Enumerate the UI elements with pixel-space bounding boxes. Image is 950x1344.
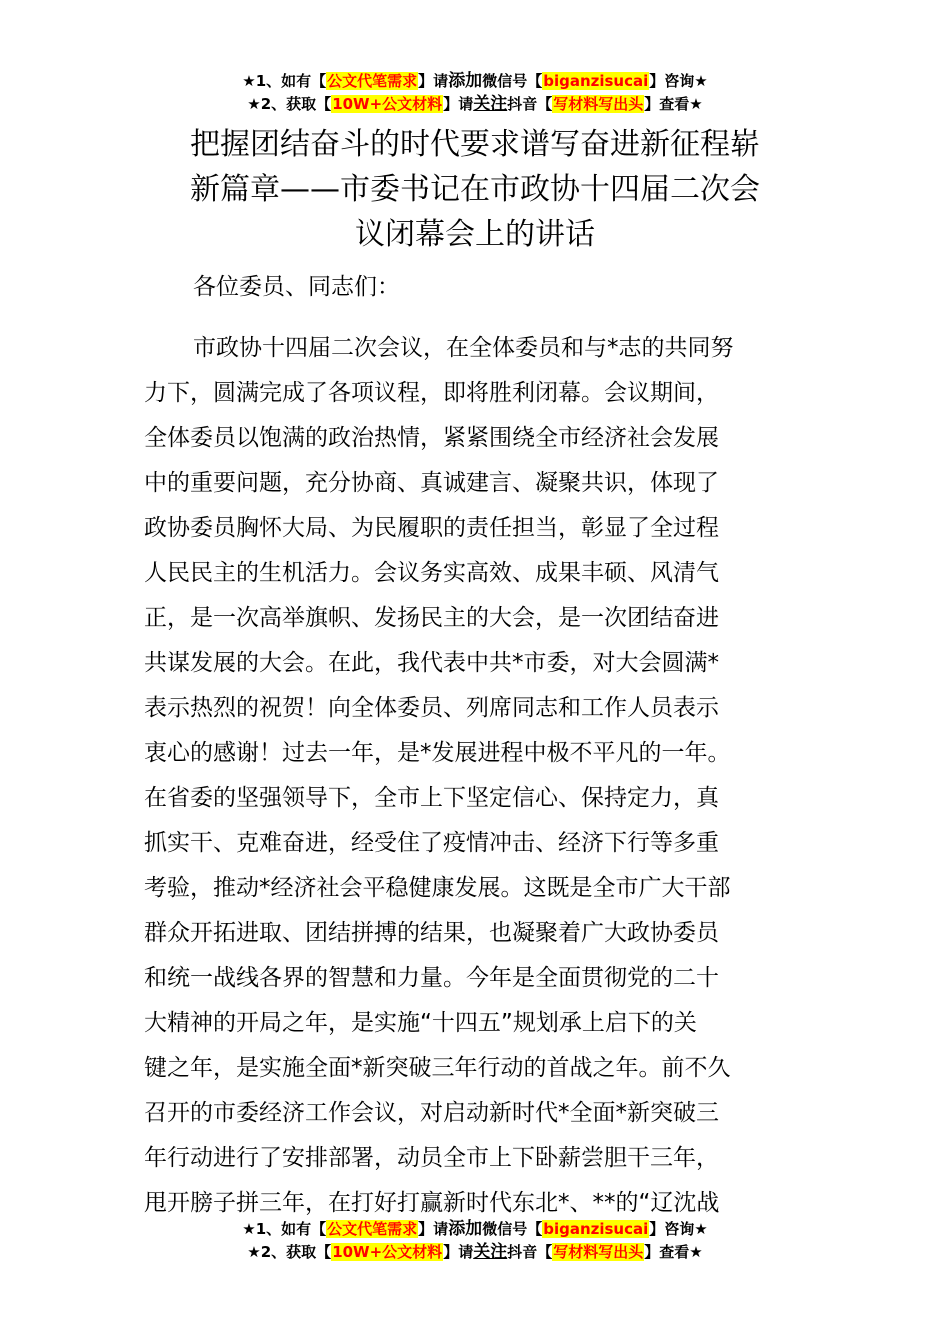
body-line: 大精神的开局之年，是实施“十四五”规划承上启下的关 bbox=[144, 1010, 697, 1036]
body-line: 力下，圆满完成了各项议程，即将胜利闭幕。会议期间， bbox=[144, 380, 719, 406]
body-line: 年行动进行了安排部署，动员全市上下卧薪尝胆干三年， bbox=[144, 1145, 719, 1171]
document-title bbox=[140, 122, 810, 257]
banner-text: ★2、获取【 bbox=[247, 95, 332, 113]
body-line: 共谋发展的大会。在此，我代表中共*市委，对大会圆满* bbox=[144, 650, 719, 676]
banner-line-1 bbox=[0, 70, 950, 93]
body-line: 键之年，是实施全面*新突破三年行动的首战之年。前不久 bbox=[144, 1055, 731, 1081]
highlight-text: biganzisucai bbox=[543, 1220, 649, 1238]
body-line: 召开的市委经济工作会议，对启动新时代*全面*新突破三 bbox=[144, 1100, 719, 1126]
title-line: 新篇章——市委书记在市政协十四届二次会 bbox=[190, 172, 760, 207]
banner-text: 】咨询★ bbox=[649, 72, 708, 90]
banner-line-1 bbox=[0, 1218, 950, 1241]
body-line: 和统一战线各界的智慧和力量。今年是全面贯彻党的二十 bbox=[144, 965, 719, 991]
banner-text: ★1、如有【 bbox=[242, 1220, 327, 1238]
body-line: 群众开拓进取、团结拼搏的结果，也凝聚着广大政协委员 bbox=[144, 920, 719, 946]
body-line: 市政协十四届二次会议，在全体委员和与*志的共同努 bbox=[193, 335, 734, 361]
highlight-text: 公文代笔需求 bbox=[327, 1220, 418, 1238]
salutation: 各位委员、同志们： bbox=[193, 274, 400, 300]
title-line: 议闭幕会上的讲话 bbox=[355, 217, 595, 252]
banner-text: 微信号【 bbox=[482, 1220, 543, 1238]
banner-emphasis-text: 关注 bbox=[473, 1242, 508, 1262]
highlight-text: 10W+公文材料 bbox=[332, 95, 443, 113]
body-line: 正，是一次高举旗帜、发扬民主的大会，是一次团结奋进 bbox=[144, 605, 719, 631]
banner-text: 】请 bbox=[418, 72, 449, 90]
banner-text: 】查看★ bbox=[644, 95, 703, 113]
body-line: 人民民主的生机活力。会议务实高效、成果丰硕、风清气 bbox=[144, 560, 719, 586]
header-banner bbox=[0, 70, 950, 116]
body-line: 表示热烈的祝贺！向全体委员、列席同志和工作人员表示 bbox=[144, 695, 719, 721]
body-paragraph bbox=[144, 326, 809, 1226]
body-line: 全体委员以饱满的政治热情，紧紧围绕全市经济社会发展 bbox=[144, 425, 719, 451]
banner-text: 】咨询★ bbox=[649, 1220, 708, 1238]
highlight-text: 写材料写出头 bbox=[553, 95, 644, 113]
body-line: 政协委员胸怀大局、为民履职的责任担当，彰显了全过程 bbox=[144, 515, 719, 541]
highlight-text: 10W+公文材料 bbox=[332, 1243, 443, 1261]
banner-text: ★1、如有【 bbox=[242, 72, 327, 90]
banner-text: 】请 bbox=[418, 1220, 449, 1238]
title-line: 把握团结奋斗的时代要求谱写奋进新征程崭 bbox=[190, 127, 760, 162]
banner-emphasis-text: 添加 bbox=[448, 1219, 483, 1239]
banner-text: ★2、获取【 bbox=[247, 1243, 332, 1261]
body-line: 抓实干、克难奋进，经受住了疫情冲击、经济下行等多重 bbox=[144, 830, 719, 856]
highlight-text: 写材料写出头 bbox=[553, 1243, 644, 1261]
banner-text: 】查看★ bbox=[644, 1243, 703, 1261]
highlight-text: 公文代笔需求 bbox=[327, 72, 418, 90]
body-line: 在省委的坚强领导下，全市上下坚定信心、保持定力，真 bbox=[144, 785, 719, 811]
banner-emphasis-text: 添加 bbox=[448, 71, 483, 91]
banner-text: 抖音【 bbox=[507, 1243, 553, 1261]
banner-text: 抖音【 bbox=[507, 95, 553, 113]
body-line: 衷心的感谢！过去一年，是*发展进程中极不平凡的一年。 bbox=[144, 740, 731, 766]
banner-line-2 bbox=[0, 1241, 950, 1264]
body-line: 考验，推动*经济社会平稳健康发展。这既是全市广大干部 bbox=[144, 875, 731, 901]
banner-line-2 bbox=[0, 93, 950, 116]
body-line: 中的重要问题，充分协商、真诚建言、凝聚共识，体现了 bbox=[144, 470, 719, 496]
footer-banner bbox=[0, 1218, 950, 1264]
body-line: 甩开膀子拼三年，在打好打赢新时代东北*、**的“辽沈战 bbox=[144, 1190, 720, 1216]
banner-text: 微信号【 bbox=[482, 72, 543, 90]
highlight-text: biganzisucai bbox=[543, 72, 649, 90]
banner-text: 】请 bbox=[443, 1243, 474, 1261]
banner-text: 】请 bbox=[443, 95, 474, 113]
banner-emphasis-text: 关注 bbox=[473, 94, 508, 114]
